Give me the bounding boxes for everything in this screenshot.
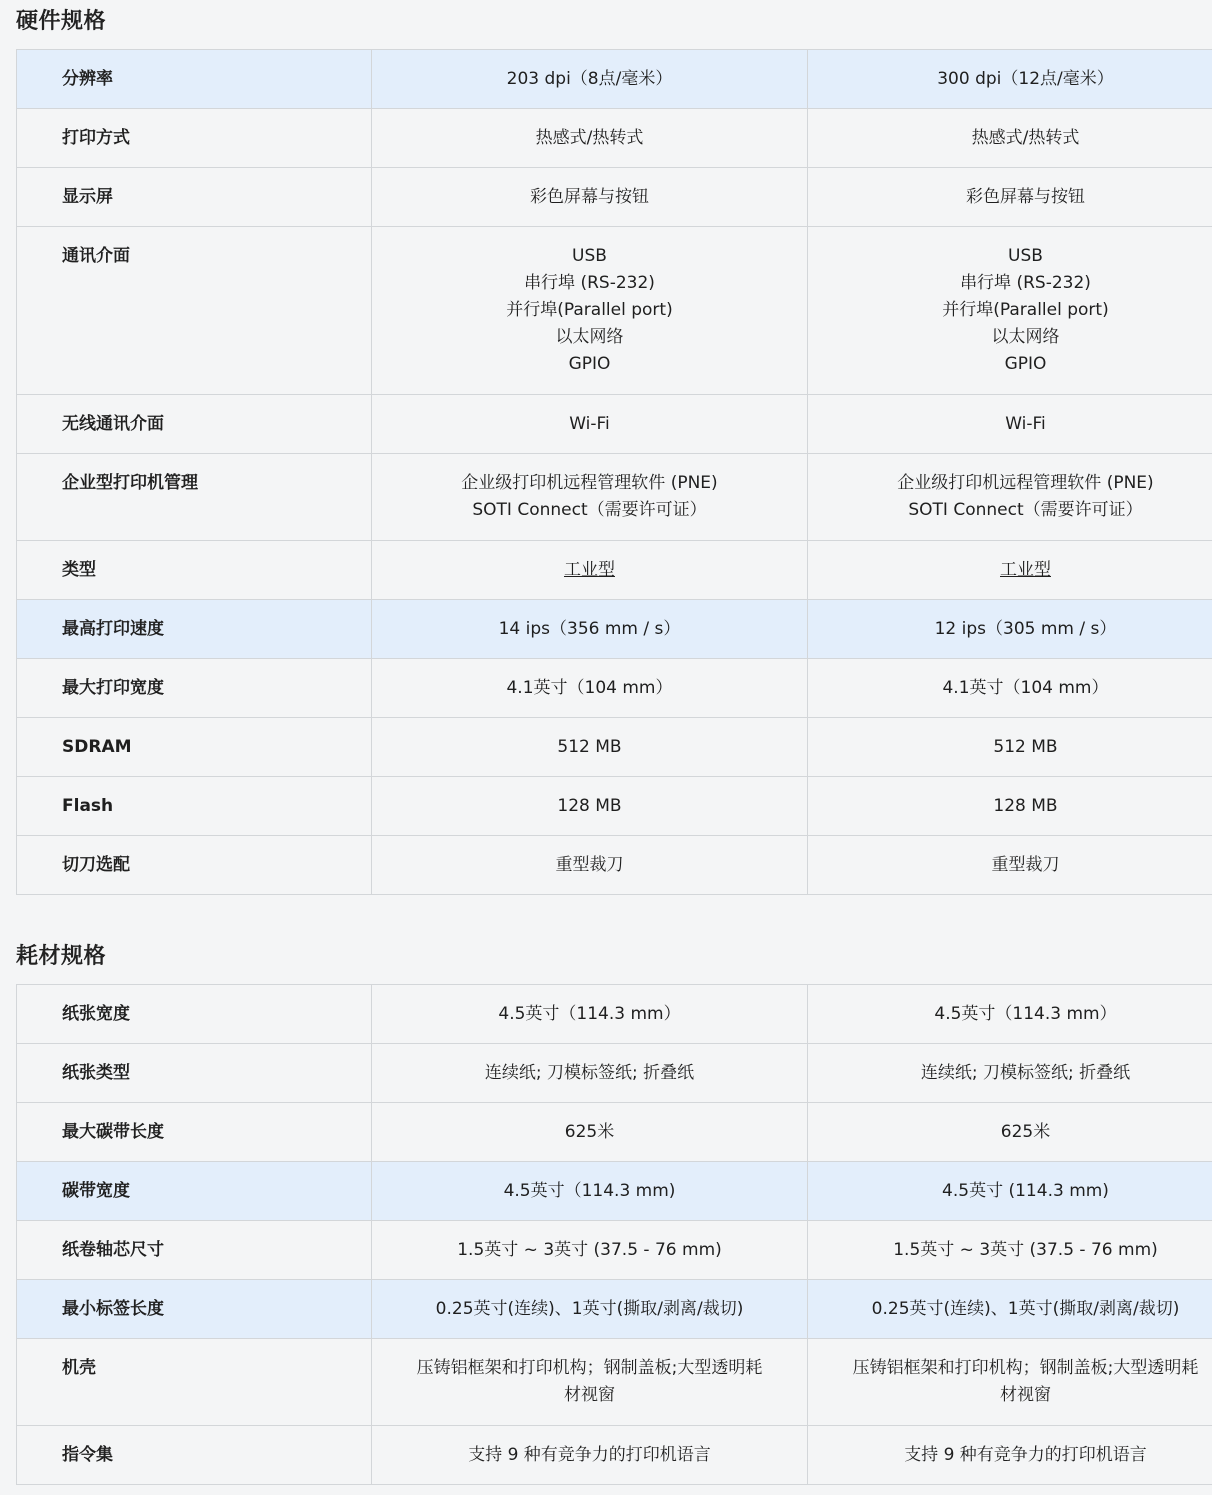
spec-row xyxy=(17,168,1212,227)
spec-value-line: 连续纸; 刀模标签纸; 折叠纸 xyxy=(484,1062,695,1083)
spec-value-line[interactable]: 工业型 xyxy=(1000,559,1051,580)
spec-label: 最大打印宽度 xyxy=(17,659,372,718)
spec-row xyxy=(17,227,1212,395)
spec-value-model-1 xyxy=(372,168,808,227)
spec-row xyxy=(17,50,1212,109)
spec-label: 指令集 xyxy=(17,1426,372,1485)
spec-value-line: 以太网络 xyxy=(991,327,1060,347)
spec-value-line: 企业级打印机远程管理软件 (PNE) xyxy=(461,473,718,493)
spec-value-line: 压铸铝框架和打印机构；钢制盖板;大型透明耗 xyxy=(852,1358,1199,1378)
spec-value-line: 128 MB xyxy=(993,795,1058,816)
spec-value-line: 重型裁刀 xyxy=(555,854,624,875)
spec-row xyxy=(17,1044,1212,1103)
spec-value-model-2 xyxy=(808,1280,1212,1339)
spec-row xyxy=(17,836,1212,895)
spec-value-line: 1.5英寸 ~ 3英寸 (37.5 - 76 mm) xyxy=(457,1239,722,1260)
spec-value-line: 12 ips（305 mm / s） xyxy=(934,618,1117,639)
spec-value-line: 625米 xyxy=(1000,1121,1051,1142)
spec-label: 纸卷轴芯尺寸 xyxy=(17,1221,372,1280)
spec-label: 打印方式 xyxy=(17,109,372,168)
spec-value-model-1 xyxy=(372,1221,808,1280)
spec-value-line: GPIO xyxy=(568,354,611,374)
spec-value-line: 1.5英寸 ~ 3英寸 (37.5 - 76 mm) xyxy=(893,1239,1158,1260)
spec-value-line: Wi-Fi xyxy=(569,413,610,434)
spec-value-line: 连续纸; 刀模标签纸; 折叠纸 xyxy=(920,1062,1131,1083)
spec-value-model-2 xyxy=(808,109,1212,168)
spec-value-model-1 xyxy=(372,836,808,895)
spec-value-model-2 xyxy=(808,50,1212,109)
spec-value-line[interactable]: 工业型 xyxy=(564,559,615,580)
spec-value-model-1 xyxy=(372,454,808,541)
spec-label: 企业型打印机管理 xyxy=(17,454,372,541)
spec-value-line: 4.5英寸（114.3 mm） xyxy=(498,1003,681,1024)
spec-value-line: 热感式/热转式 xyxy=(971,127,1080,148)
spec-value-line: 14 ips（356 mm / s） xyxy=(498,618,681,639)
spec-label: 机壳 xyxy=(17,1339,372,1426)
spec-value-line: 4.5英寸（114.3 mm） xyxy=(934,1003,1117,1024)
spec-value-line: 以太网络 xyxy=(555,327,624,347)
spec-value-line: 0.25英寸(连续)、1英寸(撕取/剥离/裁切) xyxy=(435,1298,744,1319)
spec-row xyxy=(17,600,1212,659)
spec-value-line: 625米 xyxy=(564,1121,615,1142)
spec-value-model-1 xyxy=(372,541,808,600)
spec-value-model-1 xyxy=(372,718,808,777)
spec-value-model-1 xyxy=(372,1280,808,1339)
spec-row xyxy=(17,541,1212,600)
spec-row xyxy=(17,1280,1212,1339)
spec-label: 最小标签长度 xyxy=(17,1280,372,1339)
spec-label: 最高打印速度 xyxy=(17,600,372,659)
spec-row xyxy=(17,985,1212,1044)
spec-value-model-2 xyxy=(808,1426,1212,1485)
spec-value-line: 0.25英寸(连续)、1英寸(撕取/剥离/裁切) xyxy=(871,1298,1180,1319)
hardware-spec-table xyxy=(16,49,1212,895)
spec-value-line: 512 MB xyxy=(557,736,622,757)
spec-value-model-1 xyxy=(372,50,808,109)
spec-value-line: 串行埠 (RS-232) xyxy=(524,273,655,293)
spec-value-line: 4.1英寸（104 mm） xyxy=(506,677,673,698)
spec-label: 通讯介面 xyxy=(17,227,372,395)
spec-value-model-2 xyxy=(808,1103,1212,1162)
spec-row xyxy=(17,1426,1212,1485)
spec-value-line: 材视窗 xyxy=(1000,1385,1051,1405)
spec-value-model-2 xyxy=(808,454,1212,541)
spec-row xyxy=(17,777,1212,836)
spec-row xyxy=(17,1103,1212,1162)
spec-value-model-2 xyxy=(808,541,1212,600)
spec-value-line: 512 MB xyxy=(993,736,1058,757)
spec-value-model-1 xyxy=(372,109,808,168)
spec-value-model-2 xyxy=(808,1044,1212,1103)
spec-row xyxy=(17,1162,1212,1221)
spec-value-line: 材视窗 xyxy=(564,1385,615,1405)
spec-label: 切刀选配 xyxy=(17,836,372,895)
spec-value-line: 支持 9 种有竞争力的打印机语言 xyxy=(468,1444,711,1465)
spec-value-model-1 xyxy=(372,1339,808,1426)
spec-label: 分辨率 xyxy=(17,50,372,109)
spec-value-model-2 xyxy=(808,985,1212,1044)
spec-value-line: USB xyxy=(572,246,607,266)
spec-value-model-2 xyxy=(808,1221,1212,1280)
spec-value-model-2 xyxy=(808,1339,1212,1426)
spec-value-model-1 xyxy=(372,227,808,395)
spec-label: 无线通讯介面 xyxy=(17,395,372,454)
spec-label: 纸张宽度 xyxy=(17,985,372,1044)
spec-value-model-1 xyxy=(372,1103,808,1162)
spec-value-line: 并行埠(Parallel port) xyxy=(942,300,1109,320)
spec-label: 纸张类型 xyxy=(17,1044,372,1103)
spec-value-model-2 xyxy=(808,659,1212,718)
spec-value-model-1 xyxy=(372,985,808,1044)
spec-value-line: 支持 9 种有竞争力的打印机语言 xyxy=(904,1444,1147,1465)
spec-value-model-1 xyxy=(372,1162,808,1221)
spec-value-line: 4.1英寸（104 mm） xyxy=(942,677,1109,698)
spec-value-line: 300 dpi（12点/毫米） xyxy=(937,68,1114,89)
spec-value-model-1 xyxy=(372,1044,808,1103)
spec-row xyxy=(17,1221,1212,1280)
spec-row xyxy=(17,454,1212,541)
spec-value-line: 彩色屏幕与按钮 xyxy=(530,186,649,207)
spec-value-line: SOTI Connect（需要许可证） xyxy=(908,500,1143,520)
spec-value-line: SOTI Connect（需要许可证） xyxy=(472,500,707,520)
hardware-section-title: 硬件规格 xyxy=(16,9,107,34)
spec-row xyxy=(17,659,1212,718)
spec-label: 类型 xyxy=(17,541,372,600)
spec-value-model-2 xyxy=(808,395,1212,454)
spec-value-model-2 xyxy=(808,227,1212,395)
consumables-section-title: 耗材规格 xyxy=(16,944,107,969)
spec-value-model-2 xyxy=(808,836,1212,895)
spec-value-model-1 xyxy=(372,1426,808,1485)
spec-value-line: 串行埠 (RS-232) xyxy=(960,273,1091,293)
spec-value-model-2 xyxy=(808,777,1212,836)
spec-row xyxy=(17,718,1212,777)
spec-value-line: 128 MB xyxy=(557,795,622,816)
spec-label: 最大碳带长度 xyxy=(17,1103,372,1162)
spec-value-line: GPIO xyxy=(1004,354,1047,374)
spec-value-model-2 xyxy=(808,600,1212,659)
spec-value-model-2 xyxy=(808,168,1212,227)
consumables-spec-table xyxy=(16,984,1212,1485)
spec-value-line: 并行埠(Parallel port) xyxy=(506,300,673,320)
spec-value-line: Wi-Fi xyxy=(1005,413,1046,434)
spec-value-model-1 xyxy=(372,659,808,718)
spec-value-model-1 xyxy=(372,600,808,659)
spec-value-line: 4.5英寸（114.3 mm) xyxy=(503,1180,676,1201)
spec-value-line: 热感式/热转式 xyxy=(535,127,644,148)
spec-label: 显示屏 xyxy=(17,168,372,227)
spec-label: SDRAM xyxy=(17,718,372,777)
spec-label: 碳带宽度 xyxy=(17,1162,372,1221)
spec-value-line: USB xyxy=(1008,246,1043,266)
spec-value-line: 彩色屏幕与按钮 xyxy=(966,186,1085,207)
spec-value-model-2 xyxy=(808,1162,1212,1221)
spec-value-line: 压铸铝框架和打印机构；钢制盖板;大型透明耗 xyxy=(416,1358,763,1378)
spec-row xyxy=(17,395,1212,454)
spec-value-line: 企业级打印机远程管理软件 (PNE) xyxy=(897,473,1154,493)
spec-value-line: 4.5英寸 (114.3 mm) xyxy=(942,1180,1109,1201)
spec-value-line: 重型裁刀 xyxy=(991,854,1060,875)
spec-label: Flash xyxy=(17,777,372,836)
spec-row xyxy=(17,1339,1212,1426)
spec-value-model-2 xyxy=(808,718,1212,777)
spec-row xyxy=(17,109,1212,168)
spec-value-model-1 xyxy=(372,395,808,454)
spec-value-line: 203 dpi（8点/毫米） xyxy=(506,68,673,89)
spec-value-model-1 xyxy=(372,777,808,836)
